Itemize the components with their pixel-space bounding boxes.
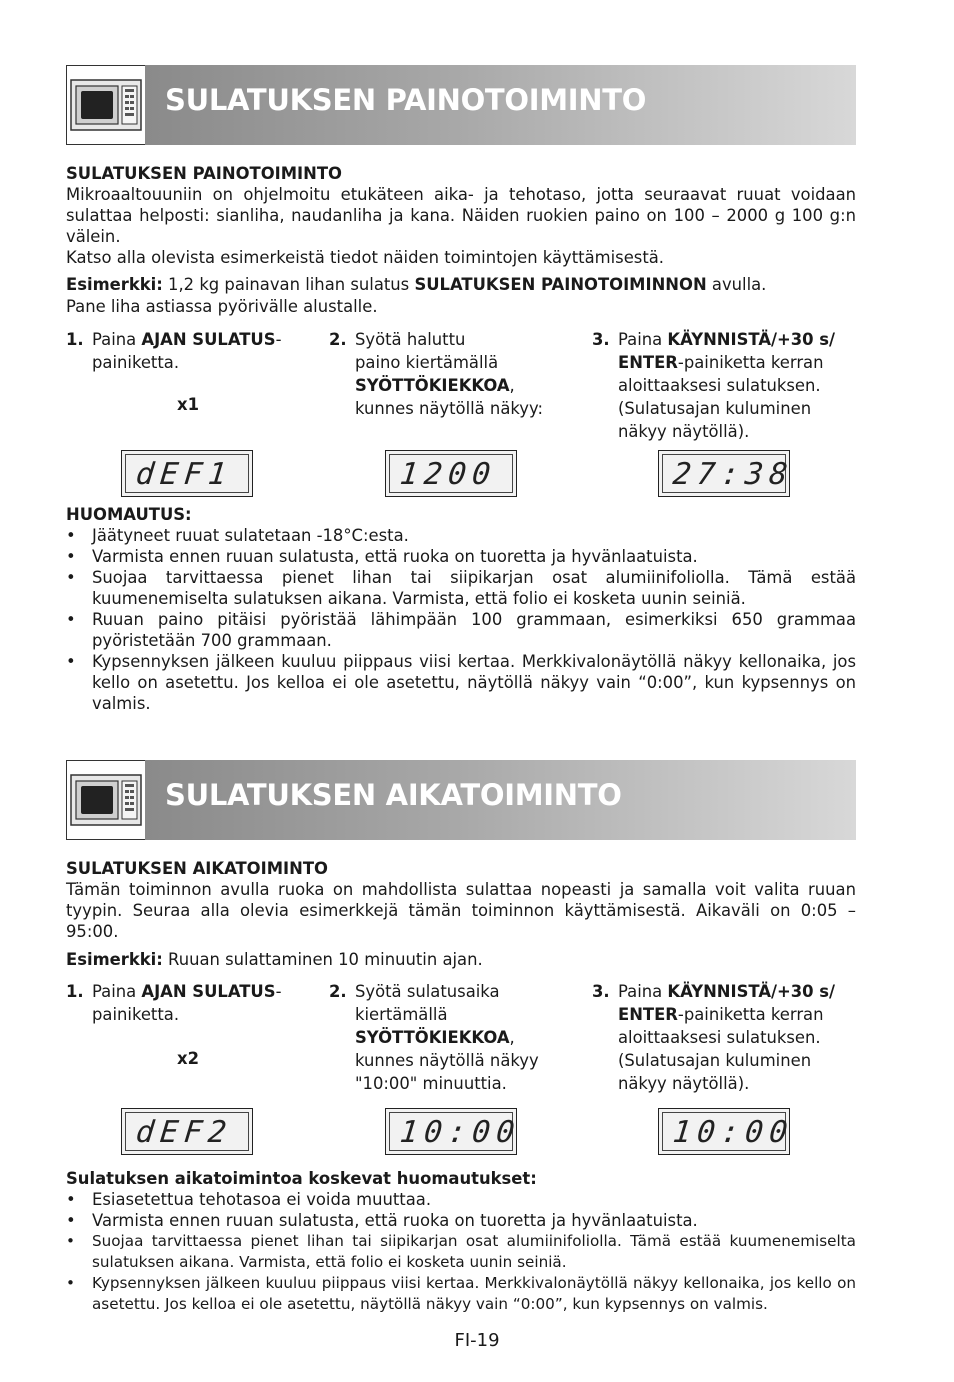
notes-list bbox=[66, 525, 856, 714]
intro-paragraph: Tämän toiminnon avulla ruoka on mahdollista sulattaa nopeasti ja samalla voit valita ruuan tyypin. Seuraa alla olevia esimerkkejä tämän toiminnon käyttämisestä. Aikaväli on 0:05 – 95:00. bbox=[66, 880, 856, 941]
microwave-icon bbox=[66, 65, 146, 145]
example-line: Esimerkki: Ruuan sulattaminen 10 minuutin ajan. bbox=[66, 950, 483, 969]
intro-paragraph-2: Katso alla olevista esimerkeistä tiedot näiden toimintojen käyttämisestä. bbox=[66, 248, 665, 267]
banner-title: SULATUKSEN AIKATOIMINTO bbox=[165, 778, 622, 812]
lcd-display: dEF2 bbox=[121, 1108, 253, 1155]
notes-title: HUOMAUTUS: bbox=[66, 505, 192, 524]
notes-title: Sulatuksen aikatoimintoa koskevat huomautukset: bbox=[66, 1169, 537, 1188]
lcd-display: dEF1 bbox=[121, 450, 253, 497]
list-item: • Ruuan paino pitäisi pyöristää lähimpään 100 grammaan, esimerkiksi 650 grammaa pyöristetään 700 grammaan. bbox=[66, 609, 856, 651]
list-item: • Suojaa tarvittaessa pienet lihan tai siipikarjan osat alumiinifoliolla. Tämä estää kuumenemiselta sulatuksen aikana. Varmista, että folio ei kosketa uunin seiniä. bbox=[66, 1231, 856, 1273]
list-item: • Varmista ennen ruuan sulatusta, että ruoka on tuoretta ja hyvänlaatuista. bbox=[66, 546, 856, 567]
press-count: x2 bbox=[177, 1049, 199, 1068]
notes-list bbox=[66, 1189, 856, 1315]
section-heading: SULATUKSEN PAINOTOIMINTO bbox=[66, 164, 342, 183]
list-item: • Kypsennyksen jälkeen kuuluu piippaus viisi kertaa. Merkkivalonäytöllä näkyy kellonaika, jos kello on asetettu. Jos kelloa ei ole asetettu, näytöllä näkyy vain “0:00”, kun kypsennys on valmis. bbox=[66, 1273, 856, 1315]
intro-paragraph: Mikroaaltouuniin on ohjelmoitu etukäteen aika- ja tehotaso, jotta seuraavat ruuat voidaan sulattaa helposti: sianliha, naudanliha ja kana. Näiden ruokien paino on 100 – 2000 g 100 g:n välein. bbox=[66, 185, 856, 246]
page-number: FI-19 bbox=[454, 1330, 500, 1351]
lcd-display: 10:00 bbox=[385, 1108, 517, 1155]
list-item: • Varmista ennen ruuan sulatusta, että ruoka on tuoretta ja hyvänlaatuista. bbox=[66, 1210, 856, 1231]
lcd-display: 10:00 bbox=[658, 1108, 790, 1155]
example-line: Esimerkki: 1,2 kg painavan lihan sulatus SULATUKSEN PAINOTOIMINNON avulla. bbox=[66, 275, 767, 294]
list-item: • Jäätyneet ruuat sulatetaan -18°C:esta. bbox=[66, 525, 856, 546]
example-line-2: Pane liha astiassa pyörivälle alustalle. bbox=[66, 297, 378, 316]
banner-title: SULATUKSEN PAINOTOIMINTO bbox=[165, 83, 647, 117]
section-heading: SULATUKSEN AIKATOIMINTO bbox=[66, 859, 328, 878]
list-item: • Kypsennyksen jälkeen kuuluu piippaus viisi kertaa. Merkkivalonäytöllä näkyy kellonaika, jos kello on asetettu. Jos kelloa ei ole asetettu, näytöllä näkyy vain “0:00”, kun kypsennys on valmis. bbox=[66, 651, 856, 714]
press-count: x1 bbox=[177, 395, 199, 414]
lcd-display: 1200 bbox=[385, 450, 517, 497]
list-item: • Esiasetettua tehotasoa ei voida muuttaa. bbox=[66, 1189, 856, 1210]
list-item: • Suojaa tarvittaessa pienet lihan tai siipikarjan osat alumiinifoliolla. Tämä estää kuumenemiselta sulatuksen aikana. Varmista, että folio ei kosketa uunin seiniä. bbox=[66, 567, 856, 609]
microwave-icon bbox=[66, 760, 146, 840]
lcd-display: 27:38 bbox=[658, 450, 790, 497]
section-banner-time-defrost bbox=[66, 760, 856, 840]
section-banner-weight-defrost bbox=[66, 65, 856, 145]
